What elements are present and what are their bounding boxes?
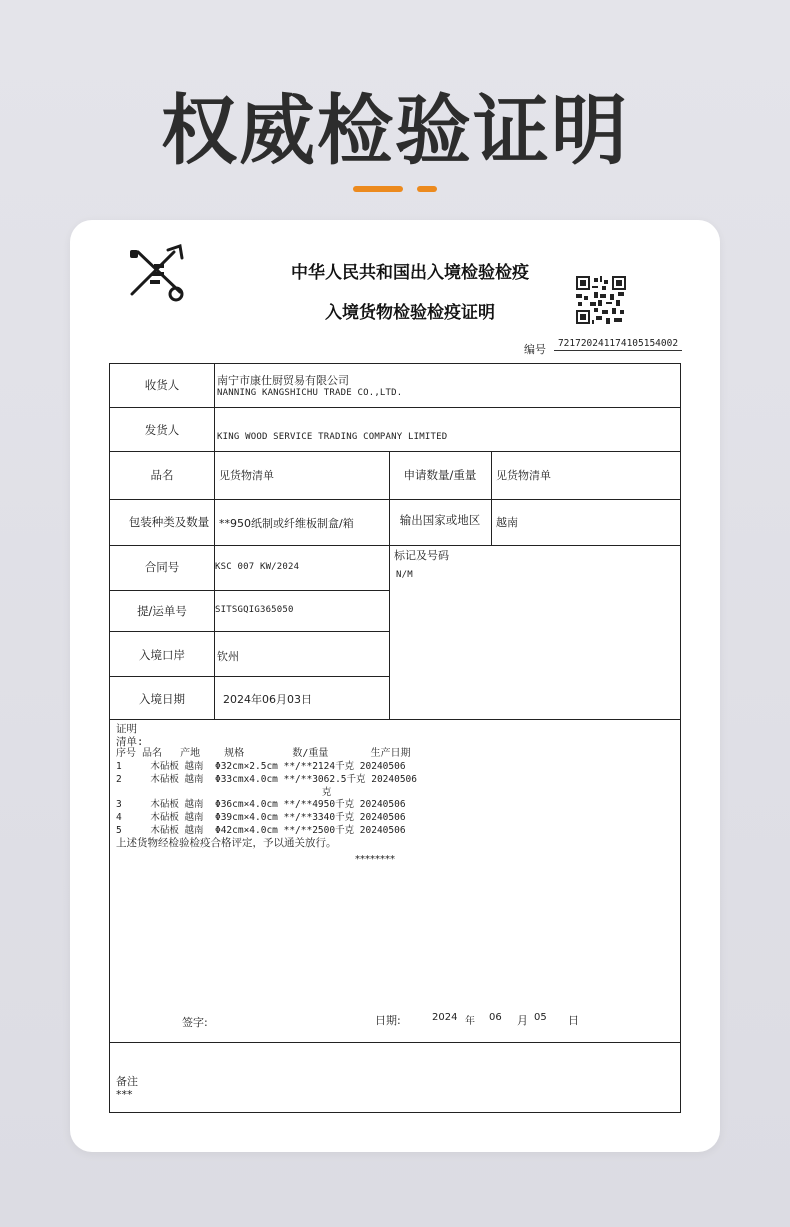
cert-row: 5 木砧板 越南 Φ42cm×4.0cm **/**2500千克 20240506 xyxy=(116,824,406,836)
certificate-card xyxy=(70,220,720,1152)
origin-value: 越南 xyxy=(496,516,518,529)
cert-list-label: 清单: xyxy=(116,735,144,748)
customs-emblem-icon xyxy=(124,244,192,304)
date-day-unit: 日 xyxy=(568,1014,579,1027)
bill-of-lading-value: SITSGQIG365050 xyxy=(215,605,294,615)
cert-stars: ******** xyxy=(355,854,395,865)
date-label: 日期: xyxy=(375,1014,401,1027)
entry-port-value: 钦州 xyxy=(217,650,239,663)
certificate-number-value: 721720241174105154002 xyxy=(554,338,682,351)
accent-bar-long xyxy=(353,186,403,192)
cert-row: 3 木砧板 越南 Φ36cm×4.0cm **/**4950千克 20240506 xyxy=(116,799,406,811)
remark-value: *** xyxy=(116,1088,133,1101)
product-value: 见货物清单 xyxy=(219,469,274,482)
document-header-line2: 入境货物检验检疫证明 xyxy=(325,303,495,323)
document-header-line1: 中华人民共和国出入境检验检疫 xyxy=(291,263,529,283)
entry-date-value: 2024年06月03日 xyxy=(223,693,312,706)
origin-label: 输出国家或地区 xyxy=(399,513,481,527)
certificate-document xyxy=(70,220,720,1152)
date-year-unit: 年 xyxy=(465,1016,475,1027)
bill-of-lading-label: 提/运单号 xyxy=(137,604,187,618)
entry-port-label: 入境口岸 xyxy=(139,648,185,662)
certificate-table xyxy=(109,363,681,1113)
cert-table-header: 序号 品名 产地 规格 数/重量 生产日期 xyxy=(116,748,411,760)
packing-label: 包装种类及数量 xyxy=(128,515,210,529)
consignee-cn: 南宁市康仕厨贸易有限公司 xyxy=(217,374,349,387)
product-label: 品名 xyxy=(150,468,174,482)
cert-row: 1 木砧板 越南 Φ32cm×2.5cm **/**2124千克 20240506 xyxy=(116,761,406,773)
marks-label: 标记及号码 xyxy=(394,549,449,562)
packing-value: **950纸制或纤维板制盒/箱 xyxy=(219,517,354,530)
contract-value: KSC 007 KW/2024 xyxy=(215,562,300,572)
consignor-value: KING WOOD SERVICE TRADING COMPANY LIMITED xyxy=(217,432,448,442)
date-year: 2024 xyxy=(432,1012,458,1023)
cert-title: 证明 xyxy=(116,723,137,735)
certificate-body-text xyxy=(116,723,417,850)
date-month: 06 xyxy=(489,1012,502,1023)
cert-row: 4 木砧板 越南 Φ39cm×4.0cm **/**3340千克 20240506 xyxy=(116,811,406,823)
accent-bar-short xyxy=(417,186,437,192)
qr-code-icon xyxy=(576,276,626,324)
cert-conclusion: 上述货物经检验检疫合格评定，予以通关放行。 xyxy=(116,837,337,850)
remark-label: 备注 xyxy=(116,1075,138,1088)
cert-row: 2 木砧板 越南 Φ33cmx4.0cm **/**3062.5千克 20240506 xyxy=(116,773,417,785)
quantity-label: 申请数量/重量 xyxy=(403,468,477,482)
remark-section xyxy=(116,1075,138,1101)
consignor-label: 发货人 xyxy=(144,423,180,437)
consignee-label: 收货人 xyxy=(144,378,180,392)
certificate-number-label: 编号 xyxy=(524,343,546,356)
contract-label: 合同号 xyxy=(144,560,180,574)
consignee-en: NANNING KANGSHICHU TRADE CO.,LTD. xyxy=(217,388,403,398)
cert-row: 克 xyxy=(116,786,332,798)
hero-title: 权威检验证明 xyxy=(161,86,629,175)
signature-label: 签字: xyxy=(182,1016,208,1029)
entry-date-label: 入境日期 xyxy=(139,692,185,706)
marks-value: N/M xyxy=(396,570,413,580)
quantity-value: 见货物清单 xyxy=(496,469,551,482)
date-day: 05 xyxy=(534,1012,547,1023)
date-month-unit: 月 xyxy=(517,1014,528,1027)
